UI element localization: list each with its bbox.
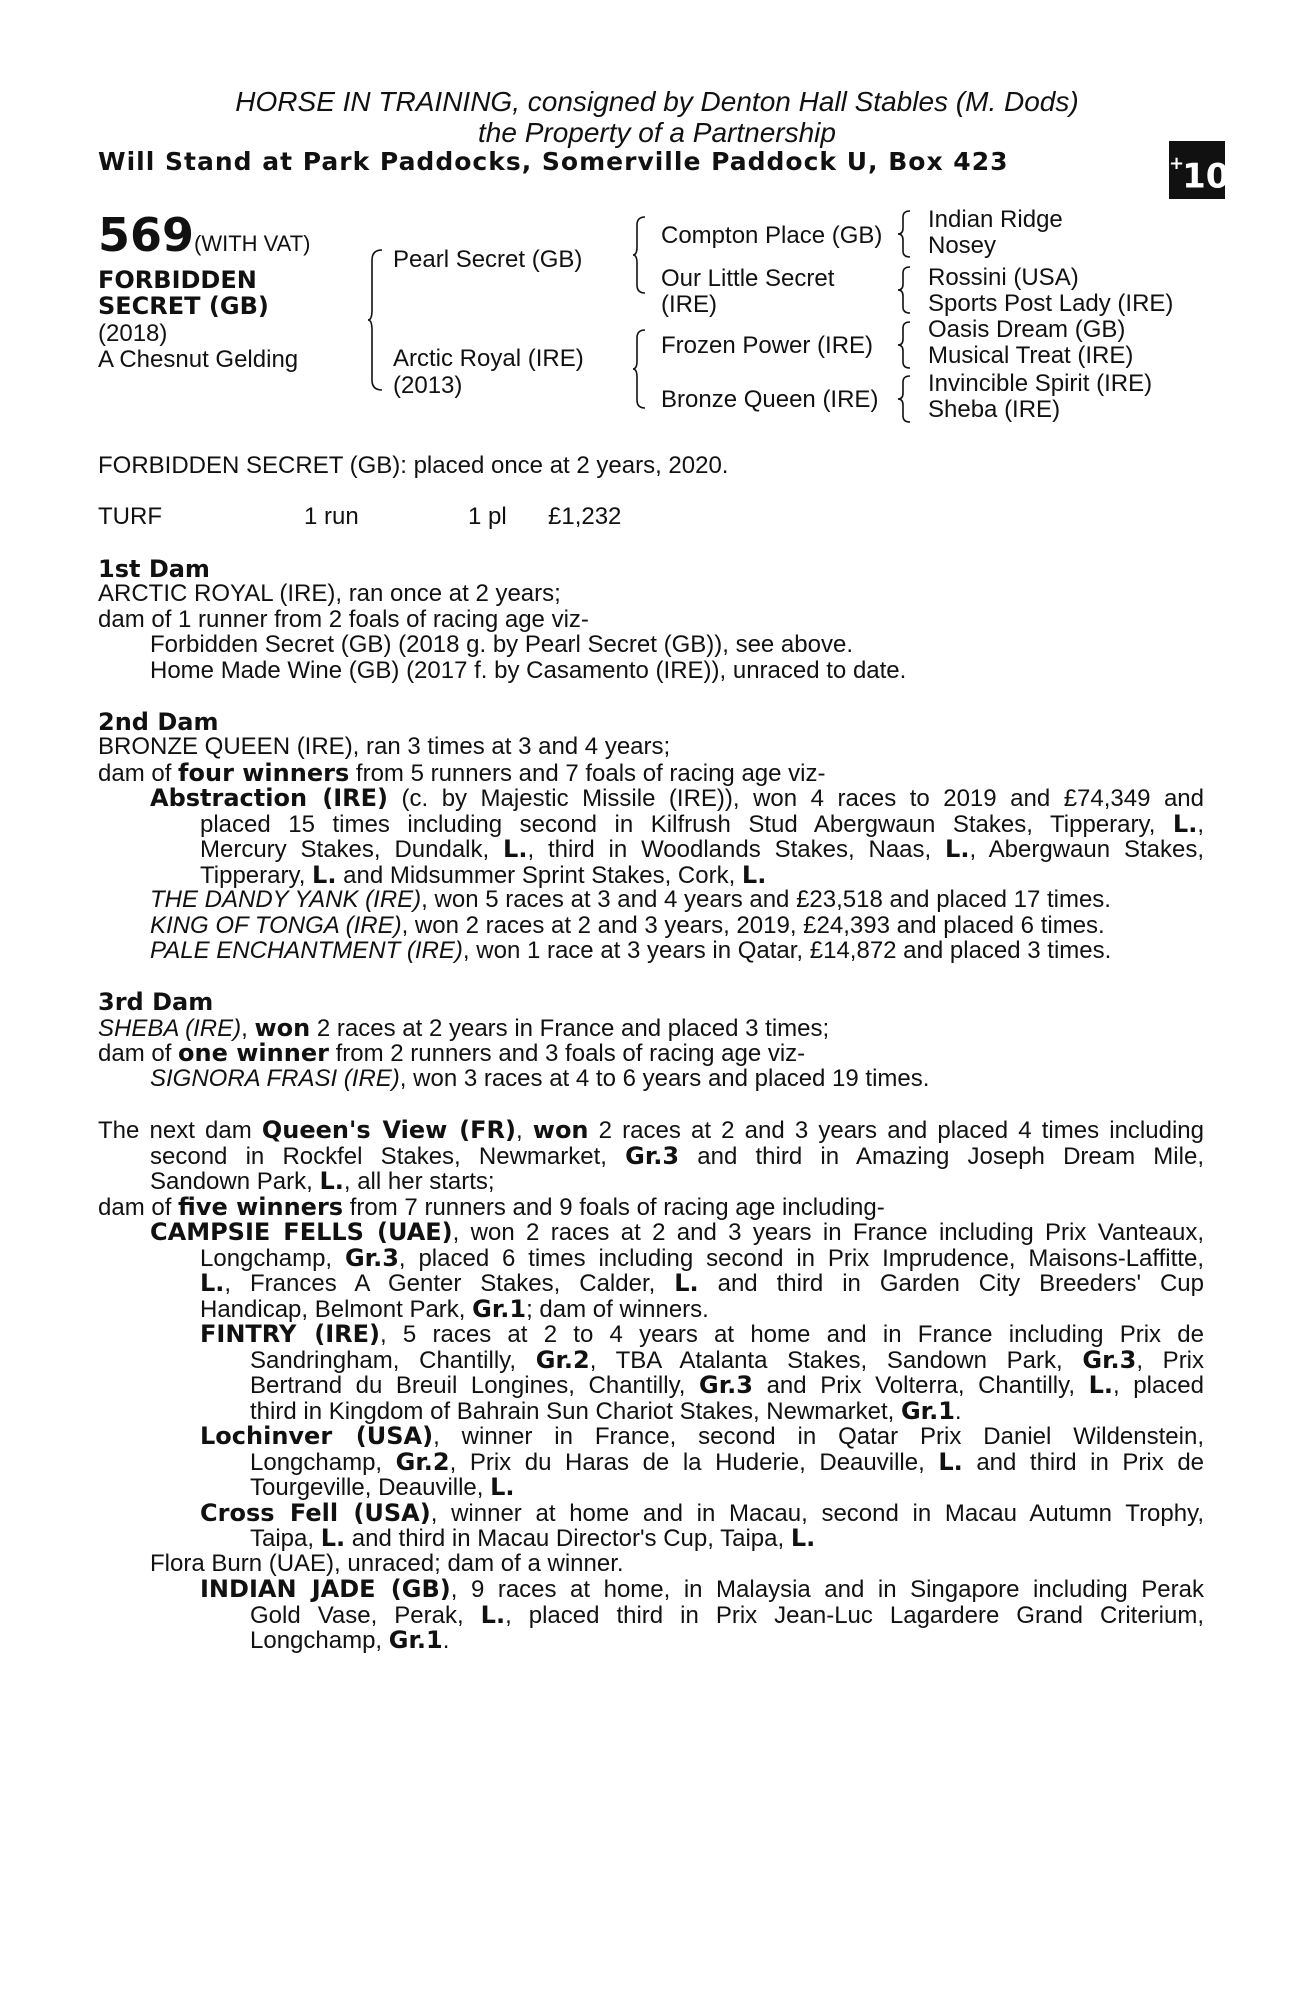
lochinver-line-1: Lochinver (USA), winner in France, second in Qatar Prix Daniel Wildenstein,: [200, 1422, 1204, 1450]
next-dam-line-2: second in Rockfel Stakes, Newmarket, Gr.3 and third in Amazing Joseph Dream Mile,: [150, 1142, 1204, 1170]
header-line-1: HORSE IN TRAINING, consigned by Denton Hall Stables (M. Dods): [235, 86, 1079, 117]
abstraction-line-4: Tipperary, L. and Midsummer Sprint Stakes, Cork, L.: [200, 861, 767, 889]
lochinver-line-3: Tourgeville, Deauville, L.: [250, 1473, 515, 1501]
abstraction-line-3: Mercury Stakes, Dundalk, L., third in Woodlands Stakes, Naas, L., Abergwaun Stakes,: [200, 835, 1204, 863]
pedigree-brace-sire: [633, 215, 647, 295]
sire-name: Pearl Secret (GB): [393, 246, 583, 273]
foaling-year: (2018): [98, 320, 168, 347]
sire-dam-line-2: (IRE): [661, 291, 717, 318]
campsie-fells-line-3: L., Frances A Genter Stakes, Calder, L. and third in Garden City Breeders' Cup: [200, 1269, 1205, 1297]
pedigree-brace-dd: [898, 374, 912, 424]
dam-sire: Frozen Power (IRE): [661, 332, 874, 359]
plus-ten-badge: +10: [1169, 141, 1225, 199]
second-dam-line-1: BRONZE QUEEN (IRE), ran 3 times at 3 and 4 years;: [98, 733, 671, 760]
dam-dam: Bronze Queen (IRE): [661, 386, 879, 413]
pale-enchantment-line: PALE ENCHANTMENT (IRE), won 1 race at 3 years in Qatar, £14,872 and placed 3 times.: [150, 937, 1112, 964]
sd-dam: Sports Post Lady (IRE): [928, 290, 1174, 317]
pedigree-brace-ds: [898, 320, 912, 370]
lochinver-line-2: Longchamp, Gr.2, Prix du Haras de la Huderie, Deauville, L. and third in Prix de: [250, 1448, 1205, 1476]
campsie-fells-line-4: Handicap, Belmont Park, Gr.1; dam of winners.: [200, 1295, 709, 1323]
horse-name-line-1: FORBIDDEN: [98, 266, 257, 294]
second-dam-line-2: dam of four winners from 5 runners and 7 foals of racing age viz-: [98, 759, 826, 787]
stand-location: Will Stand at Park Paddocks, Somerville Paddock U, Box 423: [98, 147, 1009, 176]
first-dam-produce-2: Home Made Wine (GB) (2017 f. by Casamento (IRE)), unraced to date.: [150, 657, 907, 684]
first-dam-produce-1: Forbidden Secret (GB) (2018 g. by Pearl Secret (GB)), see above.: [150, 631, 853, 658]
fintry-line-2: Sandringham, Chantilly, Gr.2, TBA Atalanta Stakes, Sandown Park, Gr.3, Prix: [250, 1346, 1205, 1374]
pedigree-brace-ss: [898, 209, 912, 259]
record-placed: 1 pl: [468, 503, 507, 530]
header-line-2: the Property of a Partnership: [478, 117, 836, 148]
third-dam-line-2: dam of one winner from 2 runners and 3 foals of racing age viz-: [98, 1039, 806, 1067]
sire-dam-line-1: Our Little Secret: [661, 265, 835, 292]
ds-dam: Musical Treat (IRE): [928, 342, 1134, 369]
indian-jade-line-3: Longchamp, Gr.1.: [250, 1626, 450, 1654]
abstraction-line-2: placed 15 times including second in Kilfrush Stud Abergwaun Stakes, Tipperary, L.,: [200, 810, 1204, 838]
dam-name: Arctic Royal (IRE): [393, 345, 584, 372]
cross-fell-line-1: Cross Fell (USA), winner at home and in Macau, second in Macau Autumn Trophy,: [200, 1499, 1204, 1527]
campsie-fells-line-1: CAMPSIE FELLS (UAE), won 2 races at 2 and 3 years in France including Prix Vanteaux,: [150, 1218, 1205, 1246]
dam-year: (2013): [393, 372, 463, 399]
third-dam-line-1: SHEBA (IRE), won 2 races at 2 years in France and placed 3 times;: [98, 1014, 830, 1042]
pedigree-brace-dam: [633, 328, 647, 410]
next-dam-line-4: dam of five winners from 7 runners and 9 foals of racing age including-: [98, 1193, 885, 1221]
ss-dam: Nosey: [928, 232, 997, 259]
next-dam-line-1: The next dam Queen's View (FR), won 2 races at 2 and 3 years and placed 4 times including: [98, 1116, 1204, 1144]
first-dam-line-1: ARCTIC ROYAL (IRE), ran once at 2 years;: [98, 580, 561, 607]
second-dam-heading: 2nd Dam: [98, 708, 219, 736]
king-of-tonga-line: KING OF TONGA (IRE), won 2 races at 2 and 3 years, 2019, £24,393 and placed 6 times.: [150, 912, 1105, 939]
sire-sire: Compton Place (GB): [661, 222, 883, 249]
next-dam-line-3: Sandown Park, L., all her starts;: [150, 1167, 495, 1195]
record-runs: 1 run: [304, 503, 359, 530]
dandy-yank-line: THE DANDY YANK (IRE), won 5 races at 3 and 4 years and £23,518 and placed 17 times.: [150, 886, 1111, 913]
dd-sire: Invincible Spirit (IRE): [928, 370, 1153, 397]
first-dam-line-2: dam of 1 runner from 2 foals of racing age viz-: [98, 606, 589, 633]
horse-description: A Chesnut Gelding: [98, 346, 299, 373]
vat-note: (WITH VAT): [194, 231, 311, 256]
third-dam-heading: 3rd Dam: [98, 988, 214, 1016]
fintry-line-1: FINTRY (IRE), 5 races at 2 to 4 years at home and in France including Prix de: [200, 1320, 1204, 1348]
flora-burn-line: Flora Burn (UAE), unraced; dam of a winner.: [150, 1550, 624, 1577]
dd-dam: Sheba (IRE): [928, 396, 1061, 423]
horse-name-line-2: SECRET (GB): [98, 292, 269, 320]
fintry-line-3: Bertrand du Breuil Longines, Chantilly, Gr.3 and Prix Volterra, Chantilly, L., placed: [250, 1371, 1204, 1399]
sd-sire: Rossini (USA): [928, 264, 1079, 291]
fintry-line-4: third in Kingdom of Bahrain Sun Chariot Stakes, Newmarket, Gr.1.: [250, 1397, 962, 1425]
campsie-fells-line-2: Longchamp, Gr.3, placed 6 times including second in Prix Imprudence, Maisons-Laffitte,: [200, 1244, 1204, 1272]
ds-sire: Oasis Dream (GB): [928, 316, 1126, 343]
pedigree-brace-gen1: [368, 248, 384, 392]
race-summary: FORBIDDEN SECRET (GB): placed once at 2 years, 2020.: [98, 452, 729, 479]
lot-number: 569: [98, 208, 195, 262]
abstraction-line-1: Abstraction (IRE) (c. by Majestic Missile (IRE)), won 4 races to 2019 and £74,349 and: [150, 784, 1205, 812]
record-earnings: £1,232: [548, 503, 622, 530]
record-surface: TURF: [98, 503, 162, 530]
cross-fell-line-2: Taipa, L. and third in Macau Director's Cup, Taipa, L.: [250, 1524, 816, 1552]
pedigree-brace-sd: [898, 265, 912, 315]
indian-jade-line-1: INDIAN JADE (GB), 9 races at home, in Malaysia and in Singapore including Perak: [200, 1575, 1204, 1603]
signora-frasi-line: SIGNORA FRASI (IRE), won 3 races at 4 to 6 years and placed 19 times.: [150, 1065, 930, 1092]
indian-jade-line-2: Gold Vase, Perak, L., placed third in Prix Jean-Luc Lagardere Grand Criterium,: [250, 1601, 1205, 1629]
ss-sire: Indian Ridge: [928, 206, 1063, 233]
first-dam-heading: 1st Dam: [98, 555, 210, 583]
